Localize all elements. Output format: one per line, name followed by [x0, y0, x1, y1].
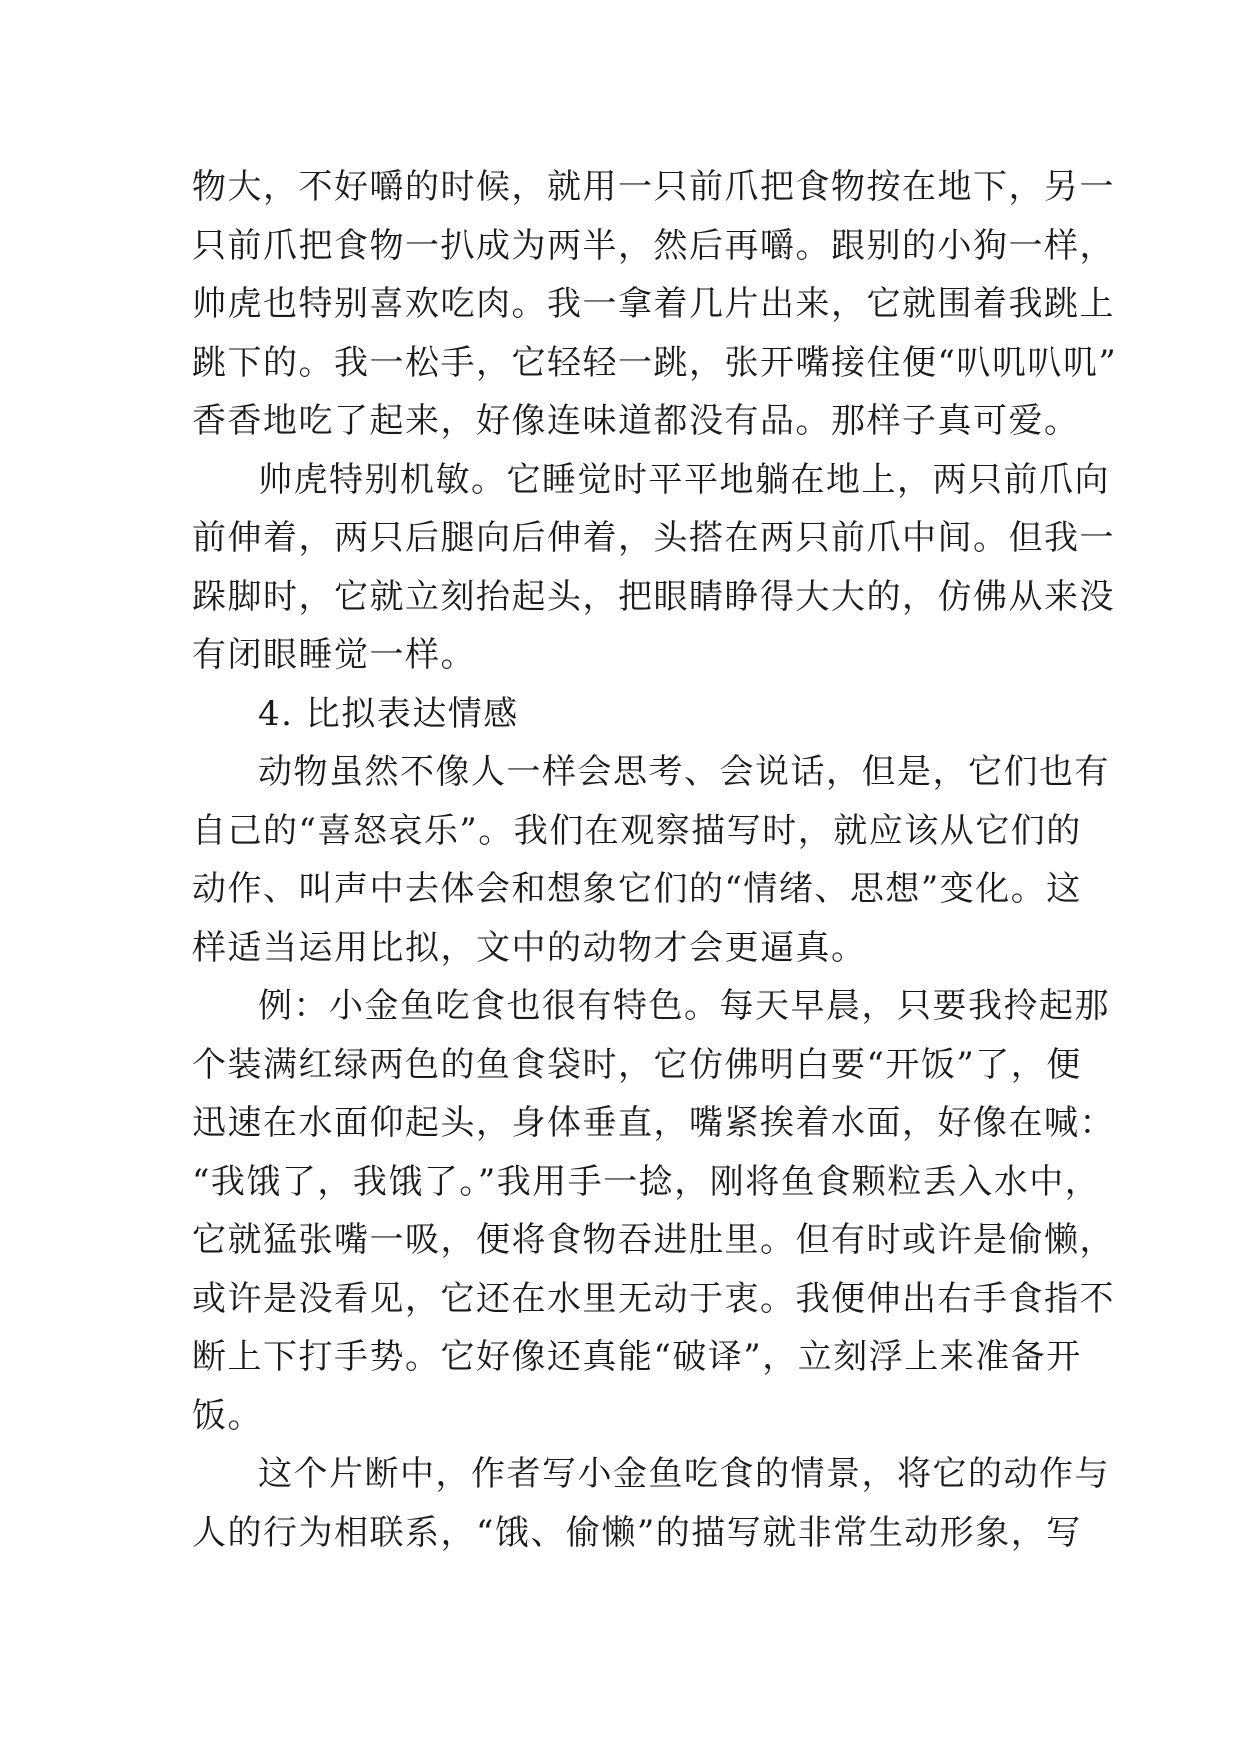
text-line: 或许是没看见，它还在水里无动于衷。我便伸出右手食指不	[192, 1278, 1115, 1319]
document-body	[192, 158, 1118, 1562]
text-line: 饭。	[192, 1395, 263, 1436]
text-line: 前伸着，两只后腿向后伸着，头搭在两只前爪中间。但我一	[192, 518, 1115, 558]
text-line: 只前爪把食物一扒成为两半，然后再嚼。跟别的小狗一样，	[192, 225, 1115, 266]
text-line: “我饿了，我饿了。”我用手一捻，刚将鱼食颗粒丢入水中，	[192, 1161, 1101, 1202]
text-line: 它就猛张嘴一吸，便将食物吞进肚里。但有时或许是偷懒，	[192, 1220, 1115, 1260]
text-line: 迅速在水面仰起头，身体垂直，嘴紧挨着水面，好像在喊：	[192, 1103, 1115, 1143]
text-line: 动作、叫声中去体会和想象它们的“情绪、思想”变化。这	[192, 869, 1082, 909]
text-line: 有闭眼睡觉一样。	[192, 635, 476, 675]
text-line: 断上下打手势。它好像还真能“破译”，立刻浮上来准备开	[192, 1337, 1082, 1377]
text-line: 人的行为相联系，“饿、偷懒”的描写就非常生动形象，写	[192, 1512, 1082, 1553]
section-heading: 4. 比拟表达情感	[258, 693, 519, 734]
text-line: 样适当运用比拟，文中的动物才会更逼真。	[192, 927, 867, 968]
paragraph-first-line: 这个片断中，作者写小金鱼吃食的情景，将它的动作与	[258, 1454, 1110, 1494]
text-line: 自己的“喜怒哀乐”。我们在观察描写时，就应该从它们的	[192, 810, 1082, 851]
text-line: 帅虎也特别喜欢吃肉。我一拿着几片出来，它就围着我跳上	[192, 284, 1115, 324]
text-line: 香香地吃了起来，好像连味道都没有品。那样子真可爱。	[192, 401, 1080, 441]
text-line: 跺脚时，它就立刻抬起头，把眼睛睁得大大的，仿佛从来没	[192, 576, 1115, 617]
paragraph-first-line: 动物虽然不像人一样会思考、会说话，但是，它们也有	[258, 752, 1110, 792]
paragraph-first-line: 例：小金鱼吃食也很有特色。每天早晨，只要我拎起那	[258, 986, 1110, 1026]
text-line: 跳下的。我一松手，它轻轻一跳，张开嘴接住便“叭叽叭叽”	[192, 342, 1118, 383]
text-line: 个装满红绿两色的鱼食袋时，它仿佛明白要“开饭”了，便	[192, 1044, 1082, 1085]
paragraph-first-line: 帅虎特别机敏。它睡觉时平平地躺在地上，两只前爪向	[258, 459, 1110, 500]
text-line: 物大，不好嚼的时候，就用一只前爪把食物按在地下，另一	[192, 167, 1115, 207]
